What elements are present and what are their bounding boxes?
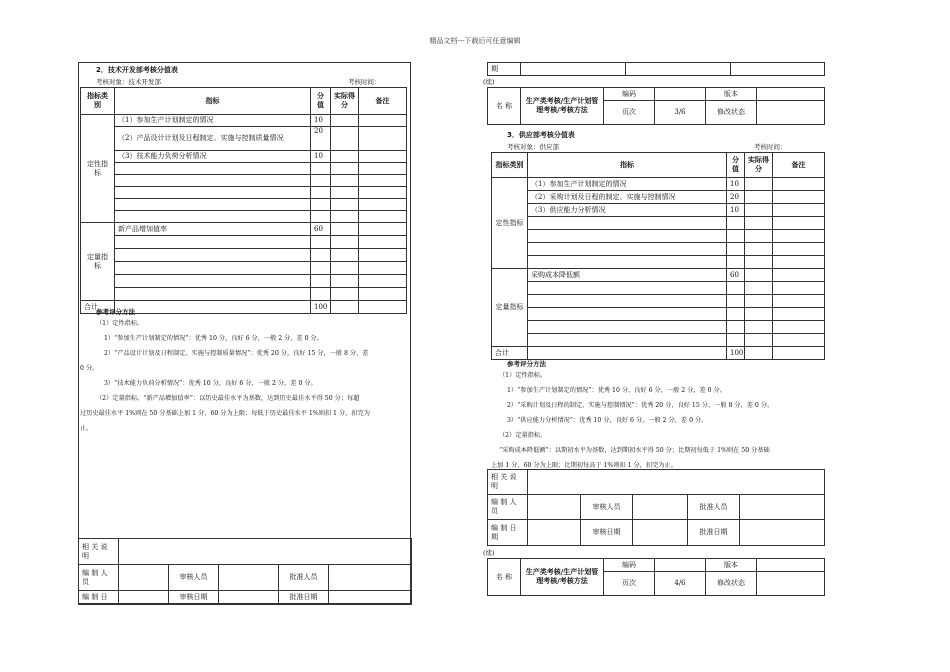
reviewer-value[interactable] — [633, 495, 688, 520]
left-target-label: 考核对象：技术开发部 — [96, 78, 161, 86]
right-section-title: 3．供应部考核分值表 — [507, 131, 575, 139]
actual-cell[interactable] — [745, 204, 773, 217]
prepared-label: 编 制 人 员 — [79, 565, 119, 591]
left-method-notes: （1）定性指标。 1）“参加生产计划制定的情况”：优秀 10 分，良好 6 分，一般 2 分，差 0 分。 2）“产品设计计划及日程制定、实施与控制质量情况”：优秀 20 分，良好 15 分，一般 8 分，差 0 分。 3）“技术能力负荷分析情况”：优秀 10 分，良好 6 分，一般 2 分，差 0 分。 （2）定量指标。“新产品增加值率”：以历史最佳水平为基数，达到历史最佳水平得 50 分；每超 过历史最佳水平 1%则在 50 分基础上加 1 分，60 分为上限；每低于历史最佳水平 1%则扣 1 分，扣完为 止。 — [80, 320, 370, 432]
actual-cell[interactable] — [331, 127, 359, 151]
empty-row — [115, 199, 311, 211]
empty-row — [528, 334, 727, 347]
table-row: （2）产品设计计划及日程制定、实施与控制质量情况 — [115, 127, 311, 151]
right-time-label: 考核时间： — [754, 143, 787, 151]
left-footer-table — [78, 538, 412, 605]
prepare-date-label: 编 制 日 期 — [488, 520, 528, 546]
empty-row — [528, 282, 727, 295]
approver-value[interactable] — [740, 495, 825, 520]
empty-row — [528, 217, 727, 230]
right-quant-category: 定量指标 — [492, 269, 528, 347]
table-row: （2）采购计划及日程的制定、实施与控制情况 — [528, 191, 727, 204]
doc-name-label: 名 称 — [488, 559, 521, 596]
empty-row — [115, 262, 311, 275]
left-time-label: 考核时间： — [348, 78, 381, 86]
review-date-label: 审核日期 — [581, 520, 633, 546]
right-col-actual: 实际得分 — [745, 153, 773, 178]
score-cell: 60 — [727, 269, 745, 282]
doc-page-label: 页次 — [604, 572, 655, 596]
doc-code-label: 编码 — [604, 559, 655, 572]
approve-date-value[interactable] — [329, 591, 412, 605]
actual-cell[interactable] — [331, 115, 359, 127]
doc-page-value: 3/6 — [655, 101, 706, 125]
right-total-label: 合计 — [492, 347, 528, 360]
empty-row — [528, 321, 727, 334]
approver-label: 批准人员 — [279, 565, 329, 591]
left-col-score: 分值 — [311, 88, 331, 115]
empty-row — [115, 249, 311, 262]
prepared-value[interactable] — [119, 565, 169, 591]
doc-page-label: 页次 — [604, 101, 655, 125]
doc-code-value[interactable] — [655, 559, 706, 572]
prepare-date-value[interactable] — [528, 520, 581, 546]
empty-row — [528, 308, 727, 321]
page-watermark: 精品文档---下载后可任意编辑 — [429, 37, 521, 45]
right-method-title: 参考评分方法 — [507, 360, 546, 368]
empty-row — [528, 230, 727, 243]
right-doc-header — [487, 87, 825, 125]
doc-revision-label: 修改状态 — [706, 101, 757, 125]
score-cell: 10 — [727, 178, 745, 191]
left-total-label: 合计 — [81, 301, 115, 314]
empty-row — [115, 275, 311, 288]
review-date-value[interactable] — [633, 520, 688, 546]
left-col-indicator: 指标 — [115, 88, 311, 115]
approve-date-value[interactable] — [740, 520, 825, 546]
left-col-category: 指标类别 — [81, 88, 115, 115]
empty-row — [528, 256, 727, 269]
empty-row — [115, 288, 311, 301]
approver-label: 批准人员 — [688, 495, 740, 520]
empty-row — [115, 236, 311, 249]
doc-name: 生产类考核/生产计划管理考核/考核方法 — [521, 88, 604, 125]
doc-revision-value[interactable] — [757, 572, 825, 596]
left-score-table — [80, 87, 407, 314]
reviewer-label: 审核人员 — [169, 565, 219, 591]
actual-cell[interactable] — [331, 223, 359, 236]
actual-cell[interactable] — [745, 178, 773, 191]
left-col-actual: 实际得分 — [331, 88, 359, 115]
score-cell: 10 — [311, 151, 331, 163]
table-row: （1）参加生产计划制定的情况 — [115, 115, 311, 127]
continued-label-2: (续) — [483, 549, 495, 557]
reviewer-label: 审核人员 — [581, 495, 633, 520]
score-cell: 20 — [311, 127, 331, 151]
doc-version-value[interactable] — [757, 88, 825, 101]
doc-code-value[interactable] — [655, 88, 706, 101]
empty-row — [115, 211, 311, 223]
review-date-label: 审核日期 — [169, 591, 219, 605]
related-label: 相 关 说 明 — [79, 539, 119, 565]
empty-row — [528, 295, 727, 308]
left-col-remark: 备注 — [359, 88, 407, 115]
prepare-date-value[interactable] — [119, 591, 169, 605]
reviewer-value[interactable] — [219, 565, 279, 591]
right-qual-category: 定性指标 — [492, 178, 528, 269]
table-row: 采购成本降低额 — [528, 269, 727, 282]
left-section-title: 2．技术开发部考核分值表 — [96, 66, 178, 74]
doc-version-value[interactable] — [757, 559, 825, 572]
table-row: （3）技术能力负荷分析情况 — [115, 151, 311, 163]
left-total-score: 100 — [311, 301, 331, 314]
remark-cell[interactable] — [773, 269, 825, 282]
right-col-category: 指标类别 — [492, 153, 528, 178]
remark-cell[interactable] — [359, 127, 407, 151]
continued-label: (续) — [483, 78, 495, 86]
top-row-label: 期 — [488, 63, 521, 76]
doc-version-label: 版本 — [706, 559, 757, 572]
doc-name: 生产类考核/生产计划管理考核/考核方法 — [521, 559, 604, 596]
doc-version-label: 版本 — [706, 88, 757, 101]
actual-cell[interactable] — [745, 191, 773, 204]
left-qual-category: 定性指标 — [81, 115, 115, 223]
review-date-value[interactable] — [219, 591, 279, 605]
approver-value[interactable] — [329, 565, 412, 591]
score-cell: 10 — [311, 115, 331, 127]
score-cell: 60 — [311, 223, 331, 236]
remark-cell[interactable] — [359, 223, 407, 236]
actual-cell[interactable] — [745, 269, 773, 282]
table-row: 新产品增加值率 — [115, 223, 311, 236]
related-value[interactable] — [528, 470, 825, 495]
right-target-label: 考核对象：供应部 — [507, 143, 559, 151]
remark-cell[interactable] — [773, 204, 825, 217]
right-top-row — [487, 62, 825, 76]
right-total-score: 100 — [727, 347, 745, 360]
doc-page-value: 4/6 — [655, 572, 706, 596]
score-cell: 20 — [727, 191, 745, 204]
remark-cell[interactable] — [359, 115, 407, 127]
prepare-date-label: 编 制 日 — [79, 591, 119, 605]
right-col-remark: 备注 — [773, 153, 825, 178]
approve-date-label: 批准日期 — [688, 520, 740, 546]
doc-name-label: 名 称 — [488, 88, 521, 125]
prepared-value[interactable] — [528, 495, 581, 520]
prepared-label: 编 制 人 员 — [488, 495, 528, 520]
doc-revision-value[interactable] — [757, 101, 825, 125]
score-cell: 10 — [727, 204, 745, 217]
empty-row — [115, 175, 311, 187]
table-row: （1）参加生产计划制定的情况 — [528, 178, 727, 191]
remark-cell[interactable] — [773, 178, 825, 191]
right-score-table — [491, 152, 825, 360]
actual-cell[interactable] — [331, 151, 359, 163]
table-row: （3）供应能力分析情况 — [528, 204, 727, 217]
empty-row — [115, 187, 311, 199]
right-doc-header-2 — [487, 558, 825, 596]
empty-row — [115, 163, 311, 175]
related-label: 相 关 说 明 — [488, 470, 528, 495]
left-quant-category: 定量指标 — [81, 223, 115, 301]
approve-date-label: 批准日期 — [279, 591, 329, 605]
doc-revision-label: 修改状态 — [706, 572, 757, 596]
right-col-score: 分值 — [727, 153, 745, 178]
left-method-title: 参考评分方法 — [96, 308, 135, 316]
doc-code-label: 编码 — [604, 88, 655, 101]
related-value[interactable] — [119, 539, 412, 565]
right-footer-table — [487, 469, 825, 546]
empty-row — [528, 243, 727, 256]
remark-cell[interactable] — [359, 151, 407, 163]
right-col-indicator: 指标 — [528, 153, 727, 178]
right-method-notes: （1）定性指标。 1）“参加生产计划制定的情况”：优秀 10 分，良好 6 分，一般 2 分，差 0 分。 2）“采购计划及日程的制定、实施与控制情况”：优秀 20 分，良好 15 分，一般 8 分，差 0 分。 3）“供应能力分析情况”：优秀 10 分，良好 6 分，一般 2 分，差 0 分。 （2）定量指标。 “采购成本降低额”：以期初水平为基数，达到期初水平得 50 分；比期初每低于 1%则在 50 分基础 上加 1 分，60 分为上限；比期初每高于 1%则扣 1 分，扣完为止。 — [491, 372, 774, 469]
remark-cell[interactable] — [773, 191, 825, 204]
